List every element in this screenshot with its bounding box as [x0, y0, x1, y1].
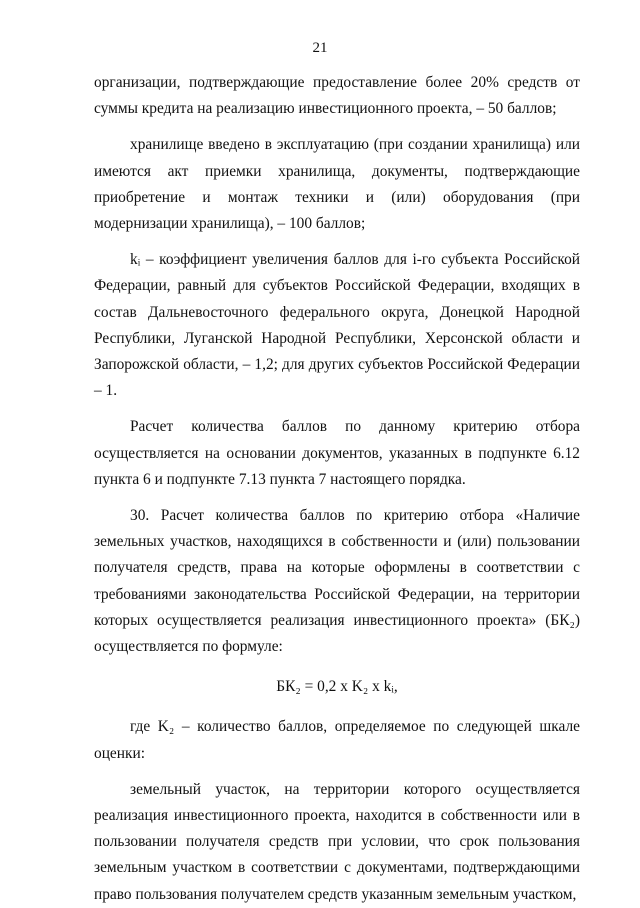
- paragraph-2: хранилище введено в эксплуатацию (при создании хранилища) или имеются акт приемки хранилища, документы, подтверждающие приобретение и монтаж техники и (или) оборудования (при модернизации хранилища), – 100 баллов;: [94, 136, 580, 233]
- paragraph-5: 30. Расчет количества баллов по критерию отбора «Наличие земельных участков, находящихся в собственности и (или) пользовании получателя средств, права на которые оформлены в соответствии с требованиями законодательства Российской Федерации, на территории которых осуществляется реализация инвестиционного проекта» (БК₂) осуществляется по формуле:: [94, 507, 580, 656]
- formula: БК₂ = 0,2 x K₂ x kᵢ,: [276, 678, 398, 696]
- paragraph-7: земельный участок, на территории которого осуществляется реализация инвестиционного проекта, находится в собственности или в пользовании получателя средств при условии, что срок пользования земельным участком в соответствии с документами, подтверждающими право пользования получателем средств указанным земельным участком,: [94, 780, 580, 903]
- paragraph-3: kᵢ – коэффициент увеличения баллов для i-го субъекта Российской Федерации, равный для субъектов Российской Федерации, входящих в состав Дальневосточного федерального округа, Донецкой Народной Республики, Луганской Народной Республики, Херсонской области и Запорожской области, – 1,2; для других субъектов Российской Федерации – 1.: [94, 251, 580, 400]
- paragraph-4: Расчет количества баллов по данному критерию отбора осуществляется на основании документов, указанных в подпункте 6.12 пункта 6 и подпункте 7.13 пункта 7 настоящего порядка.: [94, 418, 580, 488]
- page-number: 21: [312, 40, 328, 56]
- document-body: [94, 70, 580, 908]
- paragraph-6: где K₂ – количество баллов, определяемое по следующей шкале оценки:: [94, 718, 580, 762]
- paragraph-1: организации, подтверждающие предоставление более 20% средств от суммы кредита на реализацию инвестиционного проекта, – 50 баллов;: [94, 74, 580, 118]
